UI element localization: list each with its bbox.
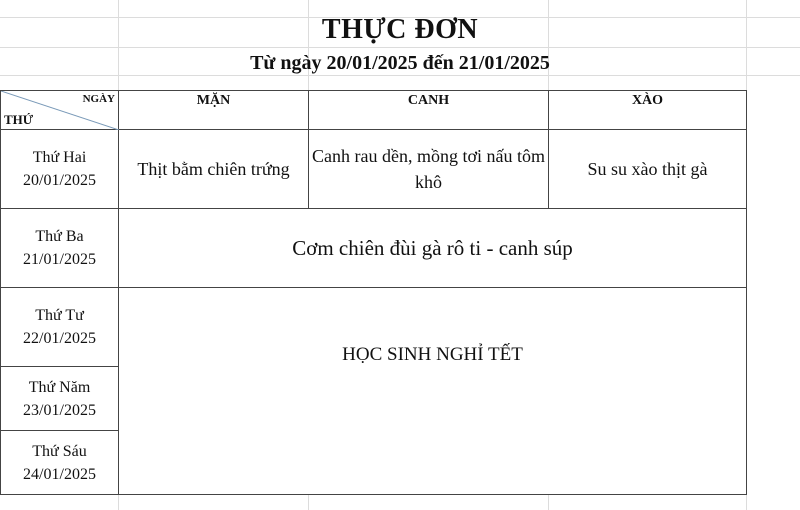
table-row	[1, 130, 747, 209]
merged-menu-cell: Cơm chiên đùi gà rô ti - canh súp	[119, 209, 747, 288]
day-cell	[1, 209, 119, 288]
menu-date-range: Từ ngày 20/01/2025 đến 21/01/2025	[250, 52, 550, 74]
day-cell	[1, 367, 119, 431]
column-header-canh: CANH	[309, 91, 549, 130]
dish-xao: Su su xào thịt gà	[549, 130, 747, 209]
corner-label-weekday: THỨ	[4, 112, 34, 127]
day-cell	[1, 431, 119, 495]
holiday-cell	[119, 288, 747, 495]
menu-title: THỰC ĐƠN	[321, 14, 479, 45]
column-header-xao: XÀO	[549, 91, 747, 130]
day-name: Thứ Tư	[35, 307, 84, 324]
column-header-man: MẶN	[119, 91, 309, 130]
day-name: Thứ Ba	[35, 228, 84, 245]
day-name: Thứ Năm	[28, 378, 91, 396]
header-row	[1, 91, 747, 130]
day-name: Thứ Hai	[32, 149, 87, 166]
corner-header	[1, 91, 119, 130]
dish-canh: Canh rau dền, mồng tơi nấu tôm khô	[309, 130, 549, 209]
table-row	[1, 288, 747, 367]
dish-man: Thịt bằm chiên trứng	[119, 130, 309, 209]
day-date: 24/01/2025	[23, 465, 96, 483]
day-name: Thứ Sáu	[32, 442, 87, 460]
day-date: 22/01/2025	[23, 330, 96, 347]
day-date: 21/01/2025	[23, 251, 96, 268]
day-date: 20/01/2025	[23, 172, 96, 189]
day-date: 23/01/2025	[23, 401, 96, 419]
menu-table	[0, 90, 747, 495]
day-cell	[1, 130, 119, 209]
holiday-note: HỌC SINH NGHỈ TẾT	[342, 344, 523, 365]
day-cell	[1, 288, 119, 367]
corner-label-day: NGÀY	[82, 93, 115, 105]
table-row	[1, 209, 747, 288]
